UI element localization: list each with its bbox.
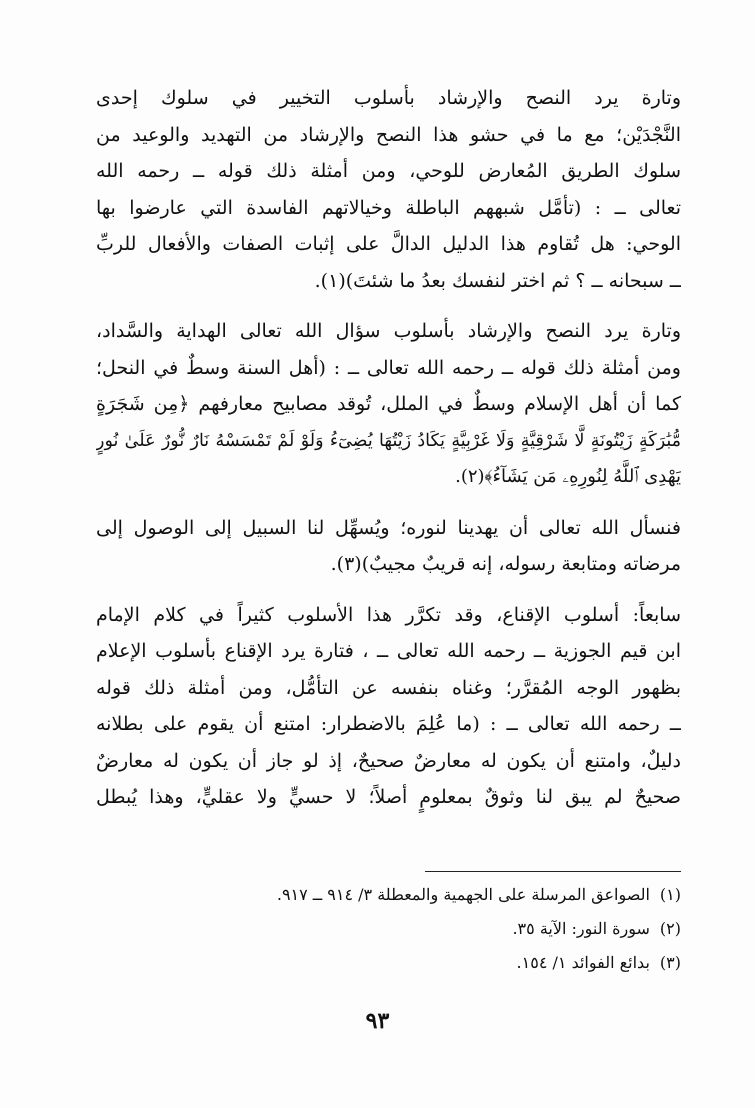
text-line: تعالى ــ : (تأمَّل شبههم الباطلة وخيالاتهم الفاسدة التي عارضوا بها bbox=[96, 196, 681, 219]
text-line: مرضاته ومتابعة رسوله، إنه قريبٌ مجيبٌ)(٣). bbox=[330, 553, 681, 575]
text-line: سلوك الطريق المُعارض للوحي، ومن أمثلة ذلك قوله ــ رحمه الله bbox=[96, 160, 681, 182]
text-line: ــ رحمه الله تعالى ــ : (ما عُلِمَ بالاضطرار: امتنع أن يقوم على بطلانه bbox=[96, 713, 681, 735]
footnote bbox=[96, 912, 681, 946]
footnotes bbox=[96, 878, 681, 980]
text-line: ابن قيم الجوزية ــ رحمه الله تعالى ــ ، فتارة يرد الإقناع بأسلوب الإعلام bbox=[96, 640, 681, 662]
footnote-text: بدائع الفوائد ١/ ١٥٤. bbox=[516, 953, 650, 972]
paragraph-persuasion-style bbox=[96, 597, 681, 816]
paragraph-guidance-style bbox=[96, 313, 681, 496]
footnote-separator bbox=[425, 871, 681, 872]
text-line: بظهور الوجه المُقرَّر؛ وغناه بنفسه عن التأمُّل، ومن أمثلة ذلك قوله bbox=[96, 676, 681, 699]
footnote-text: سورة النور: الآية ٣٥. bbox=[512, 919, 650, 938]
text-line: وتارة يرد النصح والإرشاد بأسلوب التخيير في سلوك إحدى bbox=[96, 87, 681, 109]
main-text bbox=[96, 80, 681, 830]
paragraph-choice-style bbox=[96, 80, 681, 299]
text-line: وتارة يرد النصح والإرشاد بأسلوب سؤال الله تعالى الهداية والسَّداد، bbox=[96, 320, 681, 342]
footnote-number: (١) bbox=[659, 885, 681, 904]
text-line: دليلٌ، وامتنع أن يكون له معارضٌ صحيحٌ، إذ لو جاز أن يكون له معارضٌ bbox=[96, 749, 681, 772]
text-line: كما أن أهل الإسلام وسطٌ في الملل، تُوقد مصابيح معارفهم ﴿مِن شَجَرَةٍ bbox=[96, 393, 681, 415]
footnote-number: (٣) bbox=[659, 953, 681, 972]
text-line: ومن أمثلة ذلك قوله ــ رحمه الله تعالى ــ : (أهل السنة وسطٌ في النحل؛ bbox=[96, 356, 681, 379]
quran-verse-line: يَهْدِى ٱللَّهُ لِنُورِهِۦ مَن يَشَآءُ﴾(٢). bbox=[455, 466, 681, 487]
paragraph-supplication bbox=[96, 510, 681, 583]
footnote bbox=[96, 946, 681, 980]
text-line: الوحي: هل تُقاوم هذا الدليل الدالَّ على إثبات الصفات والأفعال للربِّ bbox=[96, 233, 681, 255]
text-line: صحيحٌ لم يبق لنا وثوقٌ بمعلومٍ أصلاً؛ لا حسيٍّ ولا عقليٍّ، وهذا يُبطل bbox=[96, 786, 681, 808]
page-number: ٩٣ bbox=[365, 1008, 390, 1034]
footnote-number: (٢) bbox=[659, 919, 681, 938]
text-line: فنسأل الله تعالى أن يهدينا لنوره؛ ويُسهِّل لنا السبيل إلى الوصول إلى bbox=[96, 516, 681, 539]
footnote bbox=[96, 878, 681, 912]
text-line: سابعاً: أسلوب الإقناع، وقد تكرَّر هذا الأسلوب كثيراً في كلام الإمام bbox=[96, 603, 681, 626]
text-line: النَّجْدَيْن؛ مع ما في حشو هذا النصح والإرشاد من التهديد والوعيد من bbox=[96, 123, 681, 146]
text-line: ــ سبحانه ــ ؟ ثم اختر لنفسك بعدُ ما شئتَ)(١). bbox=[314, 269, 681, 292]
footnote-text: الصواعق المرسلة على الجهمية والمعطلة ٣/ ٩١٤ ــ ٩١٧. bbox=[276, 885, 650, 904]
quran-verse-line: مُّبَٰرَكَةٍ زَيْتُونَةٍ لَّا شَرْقِيَّةٍ وَلَا غَرْبِيَّةٍ يَكَادُ زَيْتُهَا يُضِىٓءُ وَلَوْ لَمْ تَمْسَسْهُ نَارٌ نُّورٌ عَلَىٰ نُورٍ bbox=[96, 430, 681, 451]
